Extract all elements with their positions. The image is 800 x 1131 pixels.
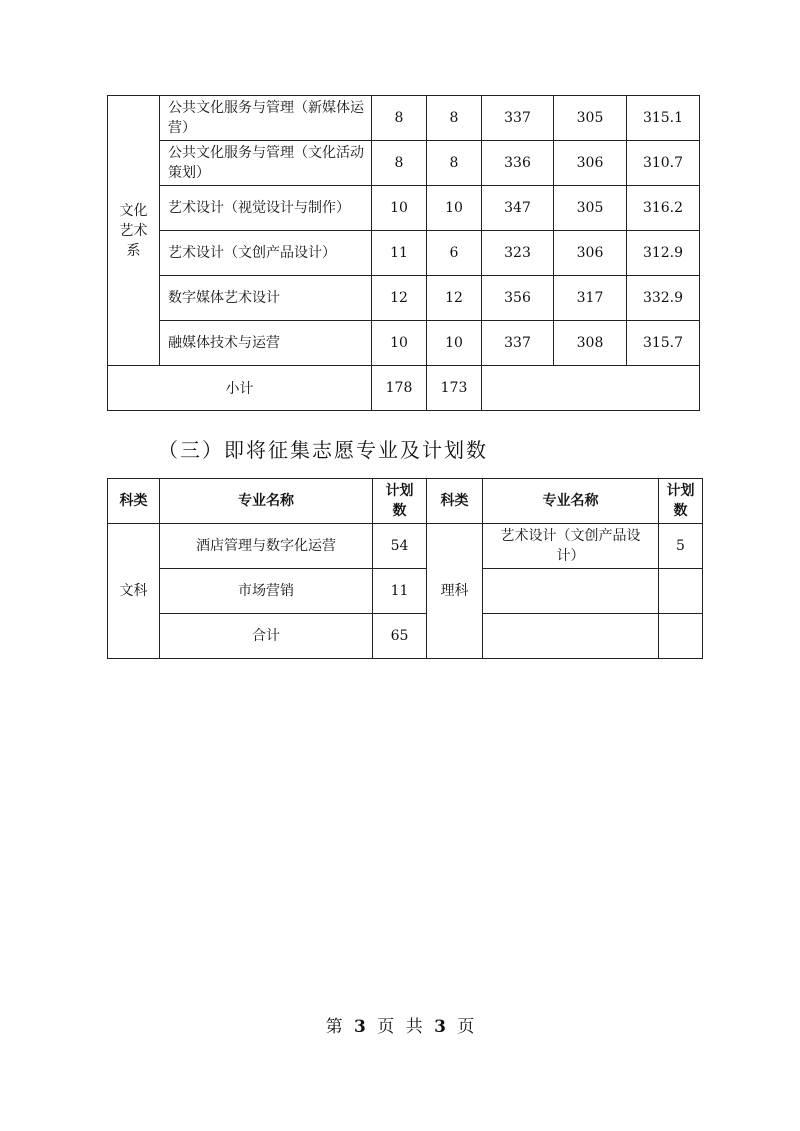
page-footer: [0, 1012, 800, 1037]
value-cell: 312.9: [627, 231, 700, 276]
major-header: 专业名称: [160, 479, 373, 524]
value-cell: 8: [372, 141, 427, 186]
value-cell: 306: [554, 231, 627, 276]
value-cell: 8: [427, 141, 482, 186]
major-label: 艺术设计（文创产品设计）: [500, 528, 641, 564]
major-cell: 数字媒体艺术设计: [160, 276, 372, 321]
footer-prefix: 第: [325, 1017, 343, 1037]
header-row: [108, 479, 703, 524]
major-cell: 公共文化服务与管理（文化活动策划）: [160, 141, 372, 186]
table-row: [108, 524, 703, 569]
value-cell: 315.1: [627, 96, 700, 141]
value-cell: 10: [372, 186, 427, 231]
value-cell: 6: [427, 231, 482, 276]
plan-header: [373, 479, 427, 524]
value-cell: 10: [372, 321, 427, 366]
value-cell: 306: [554, 141, 627, 186]
table-row: [108, 141, 700, 186]
empty-cell: [659, 569, 703, 614]
total-label: 合计: [160, 614, 373, 659]
arts-category-cell: 文科: [108, 524, 160, 659]
total-value: 65: [373, 614, 427, 659]
plan-cell: 11: [373, 569, 427, 614]
table-row: [108, 186, 700, 231]
science-category-cell: 理科: [427, 524, 483, 659]
total-page-number: 3: [434, 1017, 446, 1037]
table-row: [108, 569, 703, 614]
major-cell: 艺术设计（视觉设计与制作）: [160, 186, 372, 231]
table-row: [108, 276, 700, 321]
subtotal-value: 178: [372, 366, 427, 411]
value-cell: 317: [554, 276, 627, 321]
major-cell: 艺术设计（文创产品设计）: [160, 231, 372, 276]
value-cell: 316.2: [627, 186, 700, 231]
recruitment-plan-table: [107, 478, 703, 659]
plan-header: [659, 479, 703, 524]
value-cell: 336: [482, 141, 554, 186]
value-cell: 10: [427, 186, 482, 231]
subtotal-value: 173: [427, 366, 482, 411]
empty-cell: [482, 366, 700, 411]
section-heading: （三）即将征集志愿专业及计划数: [158, 438, 488, 462]
value-cell: 315.7: [627, 321, 700, 366]
table-row: [108, 96, 700, 141]
value-cell: 305: [554, 96, 627, 141]
category-header: 科类: [427, 479, 483, 524]
total-row: [108, 614, 703, 659]
major-cell: 酒店管理与数字化运营: [160, 524, 373, 569]
plan-cell: 54: [373, 524, 427, 569]
admission-scores-table: [107, 95, 700, 411]
category-header: 科类: [108, 479, 160, 524]
major-cell: [483, 524, 659, 569]
empty-cell: [483, 569, 659, 614]
empty-cell: [483, 614, 659, 659]
value-cell: 8: [372, 96, 427, 141]
footer-suffix: 页: [457, 1017, 475, 1037]
major-cell: 公共文化服务与管理（新媒体运营）: [160, 96, 372, 141]
plan-header-label: 计划数: [385, 483, 414, 519]
value-cell: 12: [427, 276, 482, 321]
table-row: [108, 321, 700, 366]
subtotal-row: [108, 366, 700, 411]
value-cell: 10: [427, 321, 482, 366]
footer-middle: 页 共: [377, 1017, 423, 1037]
value-cell: 308: [554, 321, 627, 366]
value-cell: 337: [482, 321, 554, 366]
value-cell: 323: [482, 231, 554, 276]
table-row: [108, 231, 700, 276]
department-cell: [108, 96, 160, 366]
value-cell: 332.9: [627, 276, 700, 321]
major-cell: 融媒体技术与运营: [160, 321, 372, 366]
value-cell: 305: [554, 186, 627, 231]
value-cell: 347: [482, 186, 554, 231]
current-page-number: 3: [354, 1017, 366, 1037]
major-cell: 市场营销: [160, 569, 373, 614]
value-cell: 11: [372, 231, 427, 276]
value-cell: 8: [427, 96, 482, 141]
value-cell: 356: [482, 276, 554, 321]
plan-cell: 5: [659, 524, 703, 569]
value-cell: 337: [482, 96, 554, 141]
subtotal-label: 小计: [108, 366, 372, 411]
value-cell: 310.7: [627, 141, 700, 186]
department-label: 文化艺术系: [119, 202, 148, 259]
plan-header-label: 计划数: [666, 483, 695, 519]
major-header: 专业名称: [483, 479, 659, 524]
value-cell: 12: [372, 276, 427, 321]
empty-cell: [659, 614, 703, 659]
